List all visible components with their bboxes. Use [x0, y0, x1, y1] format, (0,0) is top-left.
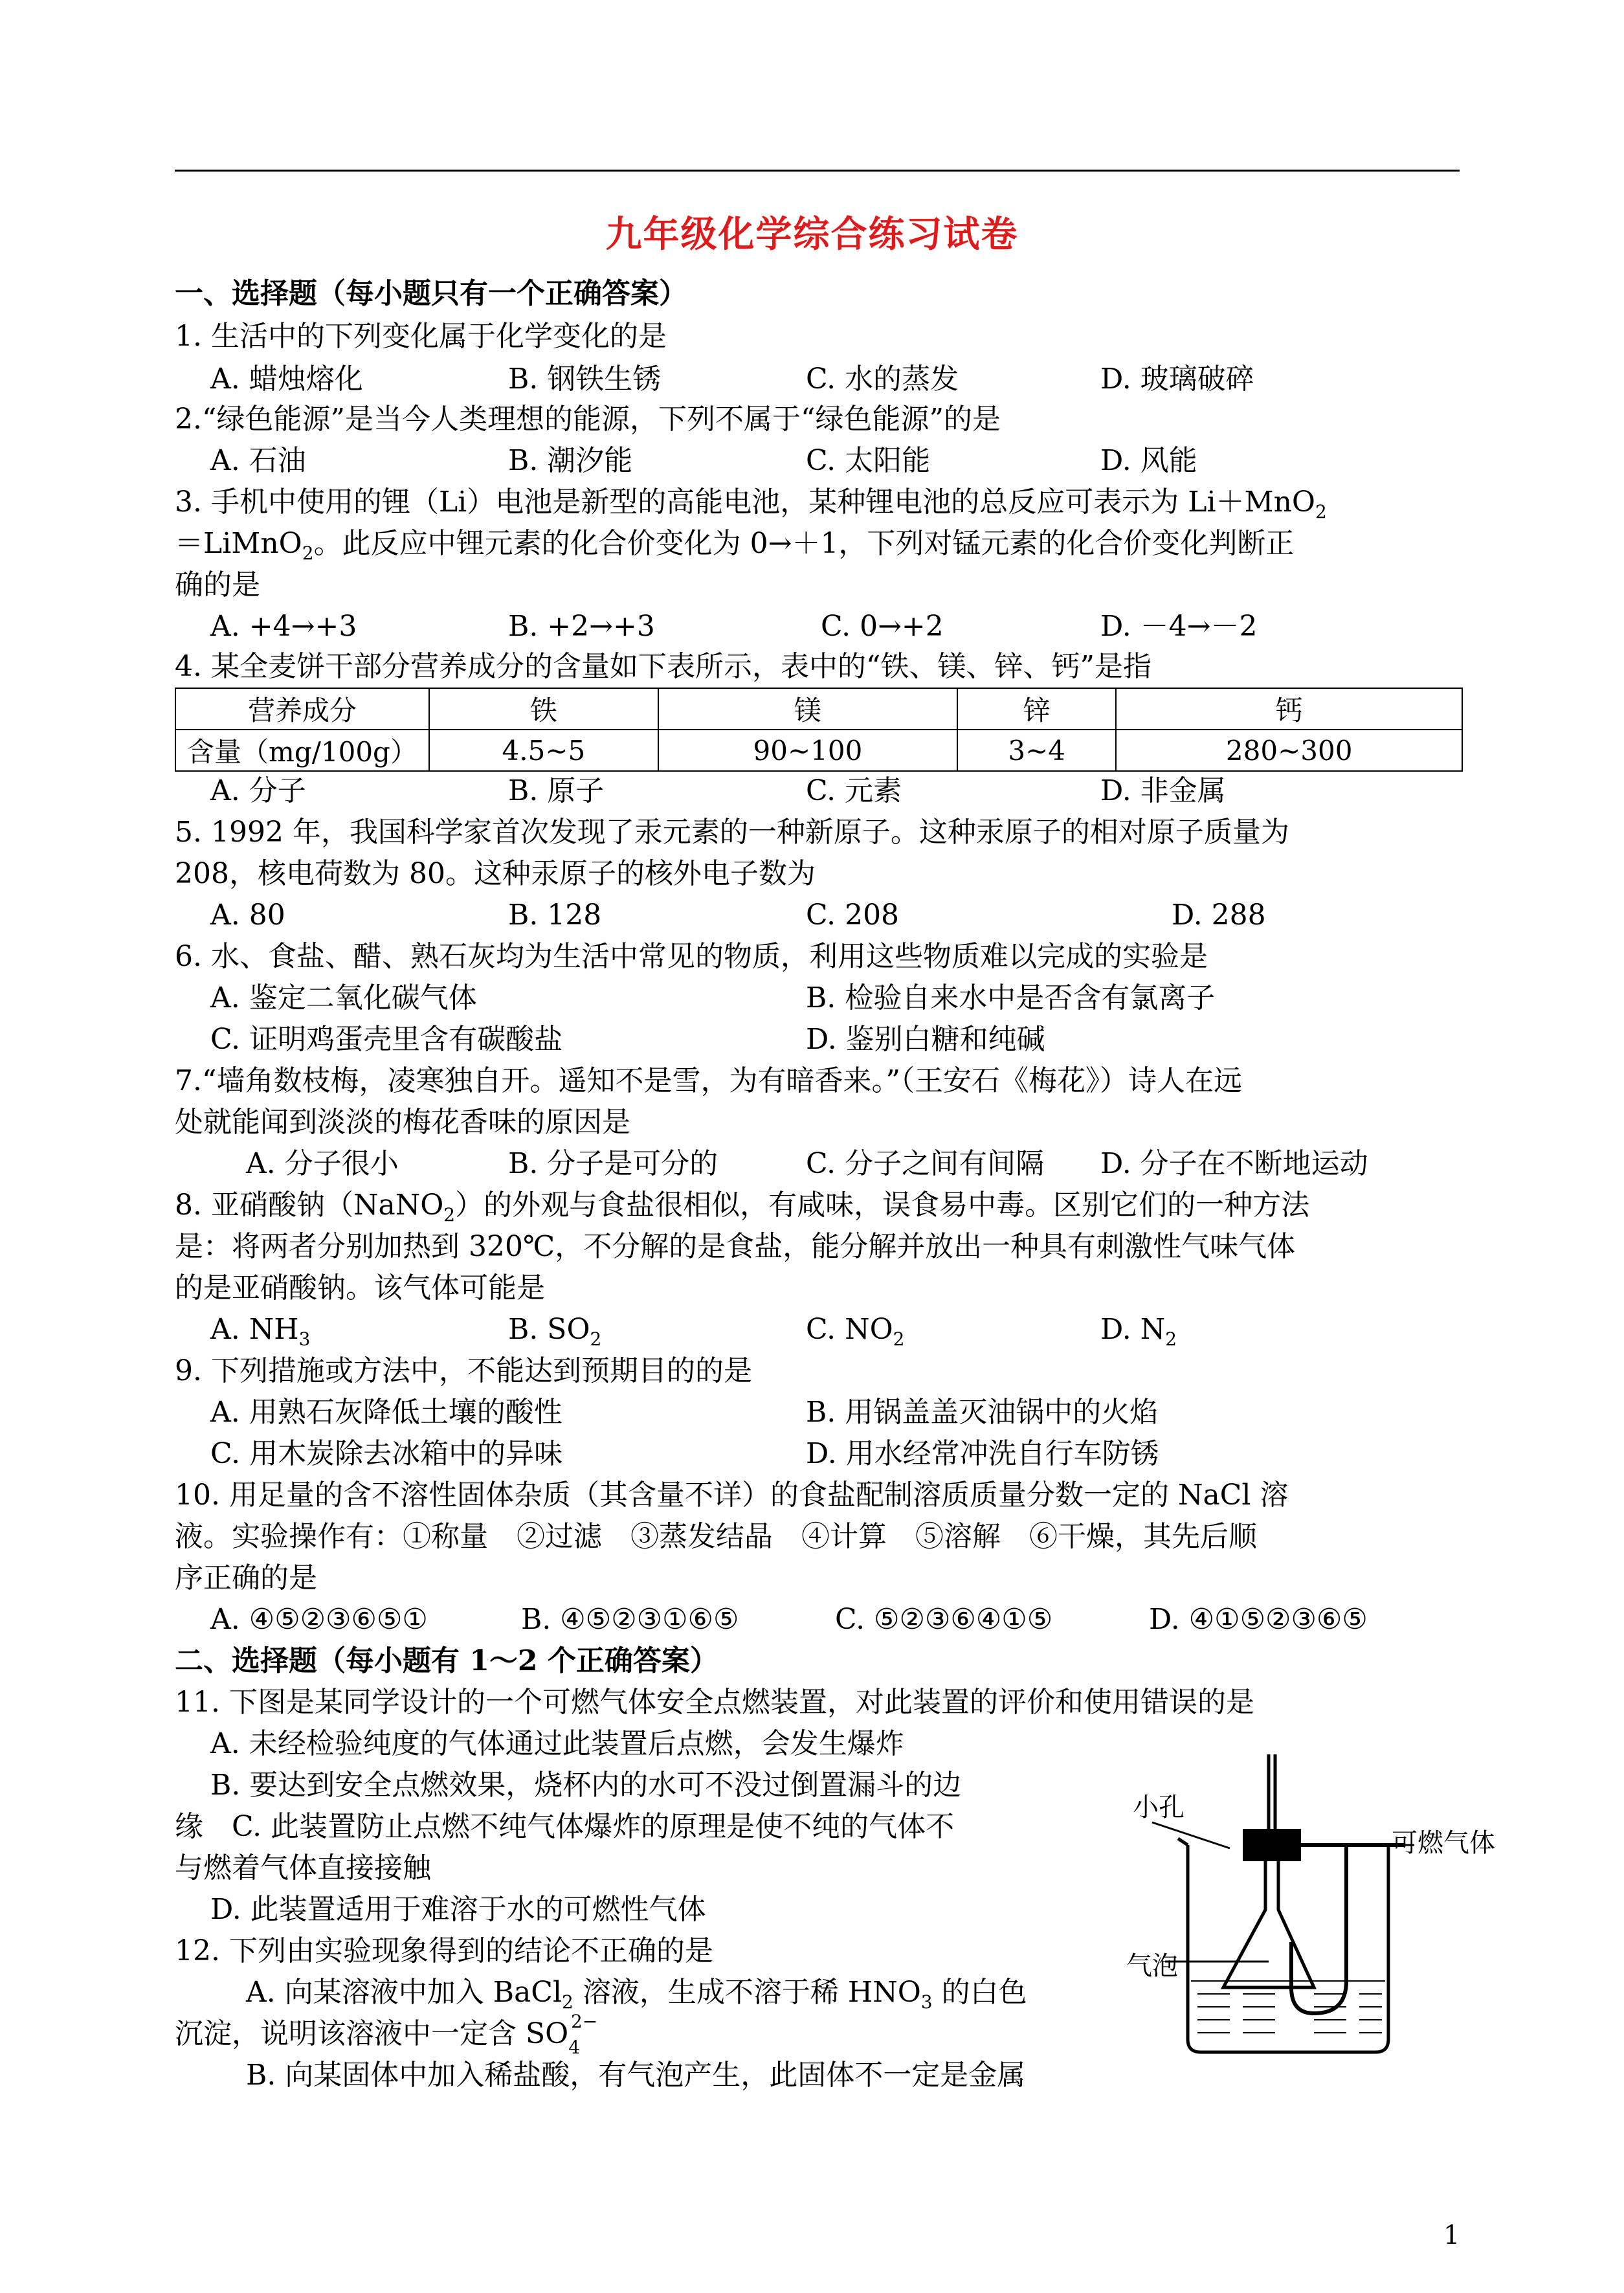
- q7-stem-line2: 处就能闻到淡淡的梅花香味的原因是: [175, 1106, 630, 1139]
- header-rule: [175, 170, 1460, 172]
- q4-option-a: A. 分子: [210, 774, 306, 807]
- q10-stem-line1: 10. 用足量的含不溶性固体杂质（其含量不详）的食盐配制溶质质量分数一定的 NaCl 溶: [175, 1479, 1289, 1512]
- table-header-cell: 镁: [658, 688, 957, 730]
- q5-stem-line1: 5. 1992 年，我国科学家首次发现了汞元素的一种新原子。这种汞原子的相对原子质量为: [175, 816, 1289, 849]
- section-1-heading: 一、选择题（每小题只有一个正确答案）: [175, 277, 687, 310]
- q1-option-d: D. 玻璃破碎: [1100, 363, 1254, 396]
- q6-stem: 6. 水、食盐、醋、熟石灰均为生活中常见的物质，利用这些物质难以完成的实验是: [175, 940, 1208, 973]
- hole-pointer: [1152, 1822, 1230, 1848]
- q10-option-b: B. ④⑤②③①⑥⑤: [521, 1603, 739, 1636]
- table-cell: 90~100: [658, 730, 957, 771]
- q8-option-d: D. $N_2$: [1100, 1313, 1177, 1350]
- table-cell: 280~300: [1116, 730, 1462, 771]
- section-2-heading: 二、选择题（每小题有 1～2 个正确答案）: [175, 1644, 718, 1677]
- table-header-cell: 铁: [429, 688, 658, 730]
- page-number: 1: [1443, 2220, 1460, 2250]
- q12-option-a-line1: A. 向某溶液中加入 BaCl$_2$ 溶液，生成不溶于稀 $HNO_3$ 的白色: [246, 1976, 1027, 2013]
- q9-option-c: C. 用木炭除去冰箱中的异味: [210, 1437, 563, 1470]
- q12-option-a-line2: 沉淀，说明该溶液中一定含 $SO_4^{2-}$: [175, 2011, 598, 2058]
- safety-ignition-apparatus-figure: [1126, 1748, 1495, 2072]
- q8-option-c: C. $NO_2$: [806, 1313, 905, 1350]
- nutrition-table: [175, 688, 1463, 772]
- table-header-cell: 钙: [1116, 688, 1462, 730]
- q2-option-b: B. 潮汐能: [508, 444, 633, 477]
- q11-option-b-line2: 缘 C. 此装置防止点燃不纯气体爆炸的原理是使不纯的气体不: [175, 1810, 955, 1843]
- inverted-funnel: [1223, 1861, 1314, 1987]
- q7-option-b: B. 分子是可分的: [508, 1147, 718, 1180]
- q11-option-b-line1: B. 要达到安全点燃效果，烧杯内的水可不没过倒置漏斗的边: [210, 1769, 962, 1802]
- table-header-cell: 营养成分: [175, 688, 429, 730]
- table-row: [175, 730, 1462, 771]
- q9-stem: 9. 下列措施或方法中，不能达到预期目的的是: [175, 1354, 752, 1387]
- q10-option-c: C. ⑤②③⑥④①⑤: [835, 1603, 1053, 1636]
- q3-option-b: B. +2→+3: [508, 610, 655, 643]
- q11-option-a: A. 未经检验纯度的气体通过此装置后点燃，会发生爆炸: [210, 1727, 904, 1760]
- q8-stem-line2: 是：将两者分别加热到 320℃，不分解的是食盐，能分解并放出一种具有刺激性气味气体: [175, 1230, 1296, 1263]
- table-cell: 含量（mg/100g）: [175, 730, 429, 771]
- q4-option-b: B. 原子: [508, 774, 605, 807]
- q8-stem-line3: 的是亚硝酸钠。该气体可能是: [175, 1271, 545, 1304]
- q5-stem-line2: 208，核电荷数为 80。这种汞原子的核外电子数为: [175, 857, 816, 890]
- q5-option-a: A. 80: [210, 899, 285, 932]
- q8-stem-line1: 8. 亚硝酸钠（NaNO$_2$）的外观与食盐很相似，有咸味，误食易中毒。区别它们的一种方法: [175, 1189, 1310, 1225]
- q9-option-d: D. 用水经常冲洗自行车防锈: [806, 1437, 1159, 1470]
- q6-option-a: A. 鉴定二氧化碳气体: [210, 981, 477, 1014]
- q1-stem: 1. 生活中的下列变化属于化学变化的是: [175, 320, 667, 353]
- q10-stem-line3: 序正确的是: [175, 1561, 317, 1594]
- q7-option-d: D. 分子在不断地运动: [1100, 1147, 1368, 1180]
- q8-option-b: B. $SO_2$: [508, 1313, 602, 1350]
- table-cell: 3~4: [957, 730, 1116, 771]
- label-hole: 小孔: [1133, 1793, 1185, 1822]
- q11-option-c-line: 与燃着气体直接接触: [175, 1851, 431, 1885]
- page-title: 九年级化学综合练习试卷: [605, 213, 1019, 256]
- q3-stem-line2: ＝LiMnO$_2$。此反应中锂元素的化合价变化为 0→＋1，下列对锰元素的化合价变化判断正: [175, 527, 1295, 564]
- q4-option-c: C. 元素: [806, 774, 902, 807]
- q3-option-c: C. 0→+2: [821, 610, 944, 643]
- q1-option-b: B. 钢铁生锈: [508, 363, 662, 396]
- q6-option-b: B. 检验自来水中是否含有氯离子: [806, 981, 1216, 1014]
- q6-option-d: D. 鉴别白糖和纯碱: [806, 1023, 1045, 1056]
- q11-stem: 11. 下图是某同学设计的一个可燃气体安全点燃装置，对此装置的评价和使用错误的是: [175, 1686, 1254, 1719]
- q2-option-c: C. 太阳能: [806, 444, 931, 477]
- q9-option-b: B. 用锅盖盖灭油锅中的火焰: [806, 1396, 1159, 1429]
- q12-stem: 12. 下列由实验现象得到的结论不正确的是: [175, 1934, 713, 1967]
- table-cell: 4.5~5: [429, 730, 658, 771]
- q3-option-a: A. +4→+3: [210, 610, 357, 643]
- q2-option-d: D. 风能: [1100, 444, 1197, 477]
- q4-stem: 4. 某全麦饼干部分营养成分的含量如下表所示，表中的“铁、镁、锌、钙”是指: [175, 650, 1151, 683]
- stopper: [1243, 1829, 1301, 1861]
- q1-option-a: A. 蜡烛熔化: [210, 363, 363, 396]
- q6-option-c: C. 证明鸡蛋壳里含有碳酸盐: [210, 1023, 563, 1056]
- table-header-row: [175, 688, 1462, 730]
- q9-option-a: A. 用熟石灰降低土壤的酸性: [210, 1396, 562, 1429]
- q3-stem-line1: 3. 手机中使用的锂（Li）电池是新型的高能电池，某种锂电池的总反应可表示为 Li＋MnO$_2$: [175, 486, 1327, 522]
- q10-option-a: A. ④⑤②③⑥⑤①: [210, 1603, 428, 1636]
- q7-option-a: A. 分子很小: [246, 1147, 399, 1180]
- q7-option-c: C. 分子之间有间隔: [806, 1147, 1045, 1180]
- beaker-lip: [1178, 1839, 1188, 1845]
- q7-stem-line1: 7.“墙角数枝梅，凌寒独自开。遥知不是雪，为有暗香来。”（王安石《梅花》）诗人在远: [175, 1064, 1242, 1097]
- q11-option-d: D. 此装置适用于难溶于水的可燃性气体: [210, 1893, 706, 1926]
- q5-option-d: D. 288: [1172, 899, 1266, 932]
- q10-stem-line2: 液。实验操作有：①称量 ②过滤 ③蒸发结晶 ④计算 ⑤溶解 ⑥干燥，其先后顺: [175, 1520, 1257, 1553]
- label-combustible-gas: 可燃气体: [1392, 1828, 1495, 1858]
- q5-option-b: B. 128: [508, 899, 602, 932]
- table-header-cell: 锌: [957, 688, 1116, 730]
- beaker: [1188, 1845, 1388, 2052]
- q10-option-d: D. ④①⑤②③⑥⑤: [1149, 1603, 1368, 1636]
- q5-option-c: C. 208: [806, 899, 900, 932]
- q4-option-d: D. 非金属: [1100, 774, 1226, 807]
- q2-stem: 2.“绿色能源”是当今人类理想的能源，下列不属于“绿色能源”的是: [175, 403, 1001, 436]
- q1-option-c: C. 水的蒸发: [806, 363, 959, 396]
- q3-stem-line3: 确的是: [175, 568, 260, 601]
- q12-option-b: B. 向某固体中加入稀盐酸，有气泡产生，此固体不一定是金属: [246, 2059, 1026, 2092]
- label-bubble: 气泡: [1126, 1951, 1178, 1981]
- q8-option-a: A. $NH_3$: [210, 1313, 311, 1350]
- q3-option-d: D. －4→－2: [1100, 610, 1258, 643]
- q2-option-a: A. 石油: [210, 444, 306, 477]
